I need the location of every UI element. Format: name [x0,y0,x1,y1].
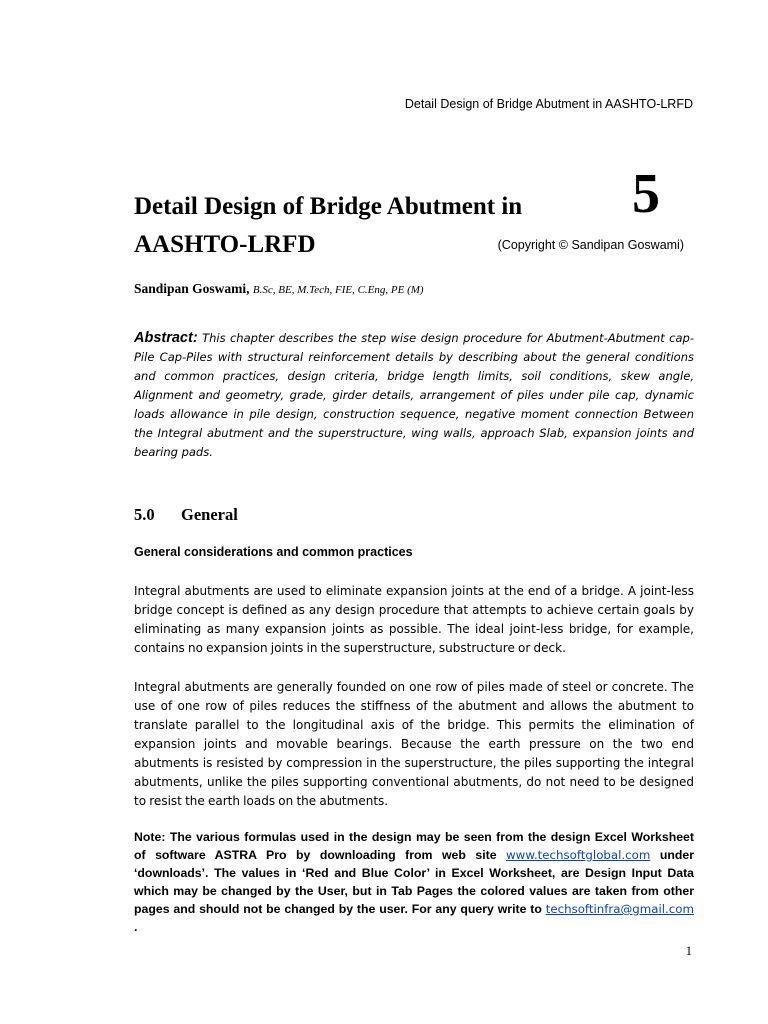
copyright-notice: (Copyright © Sandipan Goswami) [497,238,684,252]
section-number: 5.0 [134,505,155,524]
note-text-end: . [134,920,138,934]
subheading: General considerations and common practices [134,545,413,559]
chapter-number: 5 [632,163,660,225]
abstract-text: This chapter describes the step wise design procedure for Abutment-Abutment cap-Pile Cap-Piles with structural reinforcement details by describing about the general conditions and common practices, design criteria, bridge length limits, soil conditions, skew angle, Alignment and geometry, grade, girder details, arrangement of piles under pile cap, dynamic loads allowance in pile design, construction sequence, negative moment connection Between the Integral abutment and the superstructure, wing walls, approach Slab, expansion joints and bearing pads. [134,331,695,459]
note-text-middle: under ‘downloads’. The values in ‘Red and Blue Color’ in Excel Worksheet, are Design Input Data which may be changed by the User, but in Tab Pages the colored values are taken from other pages and should not be changed by the user. For any query write to [134,848,694,916]
paragraph-2: Integral abutments are generally founded on one row of piles made of steel or concrete. The use of one row of piles reduces the stiffness of the abutment and allows the abutment to translate parallel to the longitudinal axis of the bridge. This permits the elimination of expansion joints and movable bearings. Because the earth pressure on the two end abutments is resisted by compression in the superstructure, the piles supporting the integral abutments, unlike the piles supporting conventional abutments, do not need to be designed to resist the earth loads on the abutments. [134,680,694,808]
section-title: General [181,505,238,524]
note-paragraph [134,828,694,936]
website-link[interactable]: www.techsoftglobal.com [506,848,651,862]
chapter-title: Detail Design of Bridge Abutment in AASHTO-LRFD [134,193,523,258]
author-name: Sandipan Goswami, [134,281,250,296]
email-link[interactable]: techsoftinfra@gmail.com [545,902,694,916]
paragraph-1: Integral abutments are used to eliminate expansion joints at the end of a bridge. A joint-less bridge concept is defined as any design procedure that attempts to achieve certain goals by eliminating as many expansion joints as possible. The ideal joint-less bridge, for example, contains no expansion joints in the superstructure, substructure or deck. [134,584,694,655]
author-line [134,281,424,297]
abstract [134,329,694,462]
page-number: 1 [685,944,692,958]
abstract-label: Abstract: [134,330,198,346]
section-heading [134,505,238,525]
note-text-start: Note: The various formulas used in the design may be seen from the design Excel Worksheet of software ASTRA Pro by downloading from web site [134,830,694,862]
running-header: Detail Design of Bridge Abutment in AASHTO-LRFD [404,97,693,111]
author-credentials: B.Sc, BE, M.Tech, FIE, C.Eng, PE (M) [252,284,424,296]
